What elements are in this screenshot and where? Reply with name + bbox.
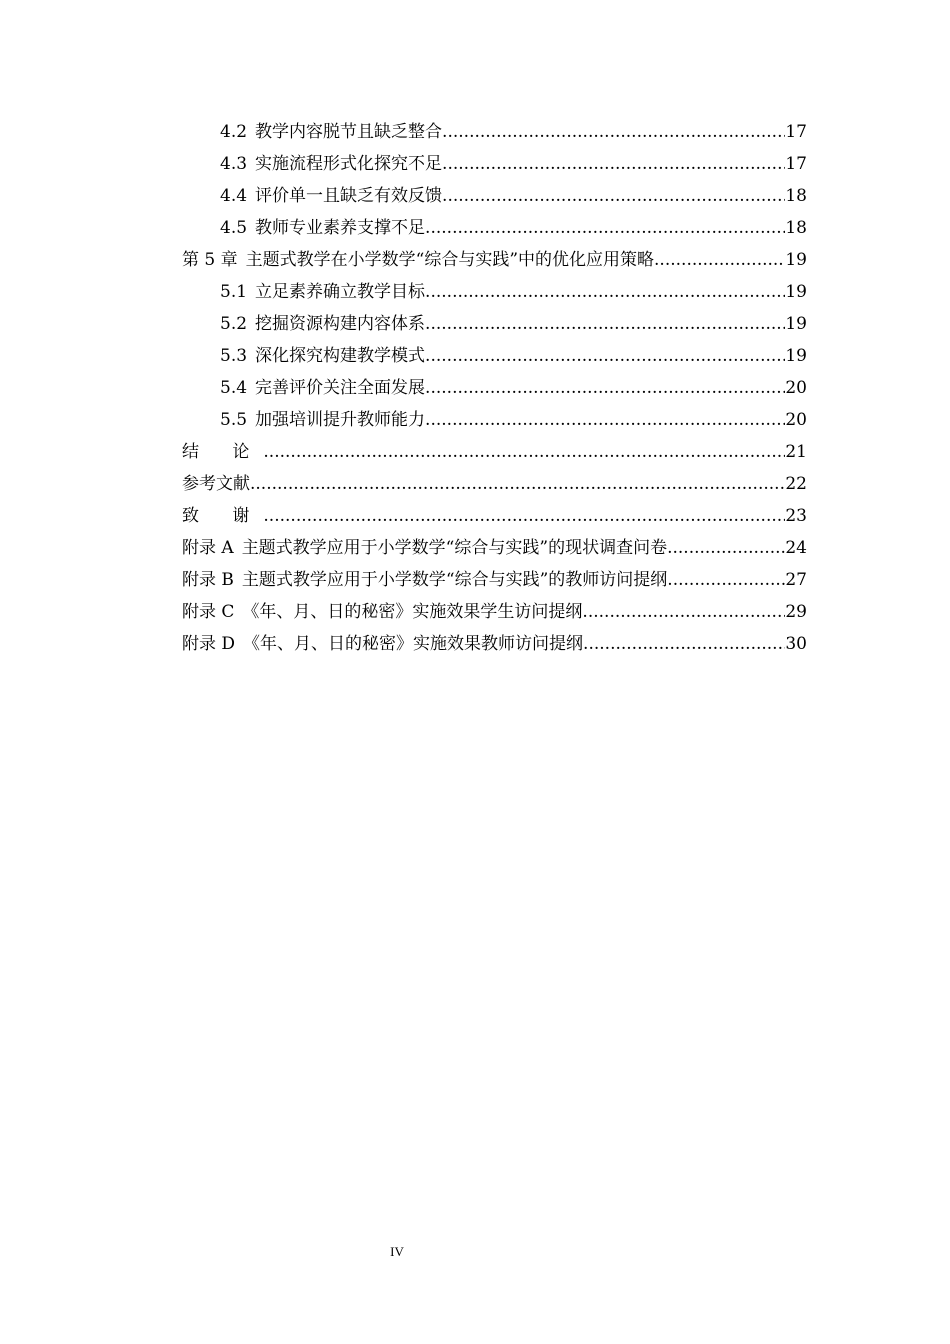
toc-entry-number: 附录 D xyxy=(182,634,236,654)
toc-entry-page: 20 xyxy=(785,410,807,430)
toc-dot-leader xyxy=(263,436,785,468)
toc-dot-leader xyxy=(582,596,785,628)
toc-entry-number: 附录 A xyxy=(182,538,234,558)
toc-dot-leader xyxy=(667,532,785,564)
toc-entry-appendix[interactable] xyxy=(182,532,807,564)
toc-dot-leader xyxy=(425,404,785,436)
toc-entry-page: 18 xyxy=(785,218,807,238)
toc-entry-page: 30 xyxy=(785,634,807,654)
toc-entry-number: 4.4 xyxy=(220,186,248,206)
toc-entry-page: 19 xyxy=(785,250,807,270)
toc-entry-title xyxy=(220,116,442,148)
page-number: IV xyxy=(390,1244,404,1259)
toc-entry-title xyxy=(182,628,583,660)
toc-entry-text: 挖掘资源构建内容体系 xyxy=(255,314,426,334)
toc-entry-text: 教学内容脱节且缺乏整合 xyxy=(255,122,443,142)
toc-entry-title xyxy=(182,244,654,276)
toc-entry-number: 5.5 xyxy=(220,410,248,430)
toc-entry-text: 参考文献 xyxy=(182,474,250,494)
toc-entry-appendix[interactable] xyxy=(182,564,807,596)
toc-entry-conclusion[interactable] xyxy=(182,436,807,468)
toc-entry-page: 29 xyxy=(785,602,807,622)
toc-entry-appendix[interactable] xyxy=(182,628,807,660)
toc-entry-title xyxy=(220,212,425,244)
toc-entry-references[interactable] xyxy=(182,468,807,500)
toc-entry-page: 27 xyxy=(785,570,807,590)
toc-entry-page: 19 xyxy=(785,282,807,302)
toc-entry-title xyxy=(220,276,425,308)
toc-dot-leader xyxy=(583,628,785,660)
table-of-contents xyxy=(182,116,807,660)
toc-entry-chapter[interactable] xyxy=(182,244,807,276)
toc-entry-title xyxy=(182,564,667,596)
toc-dot-leader xyxy=(442,180,785,212)
toc-entry-number: 5.2 xyxy=(220,314,248,334)
toc-entry[interactable] xyxy=(182,148,807,180)
toc-entry[interactable] xyxy=(182,372,807,404)
toc-entry[interactable] xyxy=(182,212,807,244)
toc-entry-number: 4.5 xyxy=(220,218,248,238)
toc-entry-text: 致 谢 xyxy=(182,506,264,526)
toc-entry[interactable] xyxy=(182,404,807,436)
toc-entry-text: 教师专业素养支撑不足 xyxy=(255,218,426,238)
toc-entry-text: 《年、月、日的秘密》实施效果学生访问提纲 xyxy=(242,602,583,622)
toc-entry-acknowledgements[interactable] xyxy=(182,500,807,532)
toc-entry-page: 19 xyxy=(785,346,807,366)
toc-entry-number: 5.4 xyxy=(220,378,248,398)
toc-entry-title xyxy=(220,404,425,436)
toc-entry-text: 实施流程形式化探究不足 xyxy=(255,154,443,174)
toc-dot-leader xyxy=(425,276,785,308)
toc-entry-number: 4.3 xyxy=(220,154,248,174)
toc-dot-leader xyxy=(667,564,785,596)
toc-entry-number: 5.3 xyxy=(220,346,248,366)
toc-entry-text: 深化探究构建教学模式 xyxy=(255,346,426,366)
toc-dot-leader xyxy=(442,116,785,148)
toc-entry-title xyxy=(182,596,582,628)
toc-dot-leader xyxy=(425,212,785,244)
toc-dot-leader xyxy=(442,148,785,180)
toc-entry-title xyxy=(220,180,442,212)
toc-entry-page: 23 xyxy=(785,506,807,526)
toc-entry[interactable] xyxy=(182,116,807,148)
toc-entry-page: 18 xyxy=(785,186,807,206)
toc-entry-text: 加强培训提升教师能力 xyxy=(255,410,426,430)
toc-entry-number: 附录 B xyxy=(182,570,234,590)
toc-entry-page: 19 xyxy=(785,314,807,334)
toc-entry-page: 22 xyxy=(785,474,807,494)
toc-entry-text: 立足素养确立教学目标 xyxy=(255,282,426,302)
toc-entry-number: 5.1 xyxy=(220,282,248,302)
toc-entry[interactable] xyxy=(182,308,807,340)
toc-entry-number: 第 5 章 xyxy=(182,250,238,270)
toc-entry-page: 17 xyxy=(785,154,807,174)
toc-entry[interactable] xyxy=(182,276,807,308)
toc-entry-number: 附录 C xyxy=(182,602,235,622)
toc-entry-title xyxy=(182,532,667,564)
toc-entry-text: 《年、月、日的秘密》实施效果教师访问提纲 xyxy=(243,634,584,654)
toc-entry-text: 结 论 xyxy=(182,442,264,462)
toc-dot-leader xyxy=(425,372,785,404)
toc-dot-leader xyxy=(263,500,785,532)
toc-dot-leader xyxy=(654,244,785,276)
toc-entry-text: 完善评价关注全面发展 xyxy=(255,378,426,398)
toc-entry-title xyxy=(220,308,425,340)
toc-dot-leader xyxy=(425,340,785,372)
toc-entry-title xyxy=(220,340,425,372)
toc-entry-page: 24 xyxy=(785,538,807,558)
toc-dot-leader xyxy=(250,468,785,500)
toc-entry-appendix[interactable] xyxy=(182,596,807,628)
toc-entry-text: 主题式教学应用于小学数学“综合与实践”的教师访问提纲 xyxy=(241,570,668,590)
toc-entry[interactable] xyxy=(182,340,807,372)
toc-entry-text: 主题式教学在小学数学“综合与实践”中的优化应用策略 xyxy=(245,250,655,270)
toc-entry-title xyxy=(220,148,442,180)
toc-dot-leader xyxy=(425,308,785,340)
toc-entry-page: 20 xyxy=(785,378,807,398)
toc-entry-page: 21 xyxy=(785,442,807,462)
toc-entry-text: 主题式教学应用于小学数学“综合与实践”的现状调查问卷 xyxy=(241,538,668,558)
toc-entry-text: 评价单一且缺乏有效反馈 xyxy=(255,186,443,206)
toc-entry-page: 17 xyxy=(785,122,807,142)
toc-entry-title xyxy=(220,372,425,404)
toc-entry-number: 4.2 xyxy=(220,122,248,142)
toc-entry[interactable] xyxy=(182,180,807,212)
